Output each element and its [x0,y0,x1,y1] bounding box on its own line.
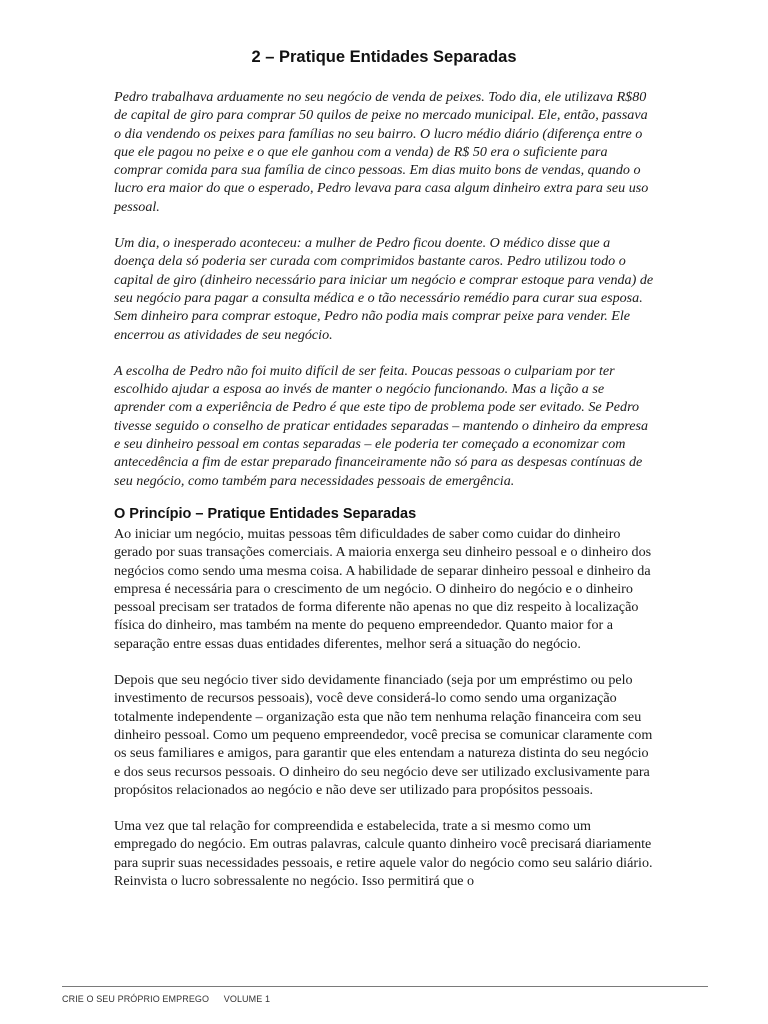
principle-section [114,525,654,890]
principle-paragraph-3: Uma vez que tal relação for compreendida e estabelecida, trate a si mesmo como um empregado do negócio. Em outras palavras, calcule quanto dinheiro você precisará diariamente para suprir suas necessidades pessoais, e retire aquele valor do negócio como seu salário diário. Reinvista o lucro sobressalente no negócio. Isso permitirá que o [114,818,653,889]
section-heading: O Princípio – Pratique Entidades Separadas [114,505,417,522]
footer-divider [62,986,708,987]
footer-book-title: CRIE O SEU PRÓPRIO EMPREGO [62,994,210,1004]
principle-paragraph-1: Ao iniciar um negócio, muitas pessoas têm dificuldades de saber como cuidar do dinheiro gerado por suas transações comerciais. A maioria enxerga seu dinheiro pessoal e o dinheiro dos negócios como sendo uma mesma coisa. A habilidade de separar dinheiro pessoal e dinheiro da empresa é necessária para o crescimento de um negócio. O dinheiro do negócio e o dinheiro pessoal precisam ser tratados de forma diferente não apenas no que diz respeito à localização física do dinheiro, mas também na mente do pequeno empreendedor. Quanto maior for a separação entre essas duas entidades diferentes, melhor será a situação do negócio. [114,525,652,652]
story-section [114,88,654,490]
footer-volume: VOLUME 1 [223,994,271,1004]
page-body [114,88,654,890]
principle-paragraph-2: Depois que seu negócio tiver sido devidamente financiado (seja por um empréstimo ou pelo investimento de recursos pessoais), você deve considerá-lo como sendo uma organização totalmente independente – organização esta que não tem nenhuma relação financeira com seu dinheiro pessoal. Como um pequeno empreendedor, você precisa se comunicar claramente com os seus familiares e amigos, para garantir que eles entendam a natureza distinta do seu negócio e dos seus recursos pessoais. O dinheiro do seu negócio deve ser utilizado exclusivamente para propósitos relacionados ao negócio e não deve ser utilizado para propósitos pessoais. [114,672,653,798]
page-title: 2 – Pratique Entidades Separadas [251,48,517,66]
story-paragraph-2: Um dia, o inesperado aconteceu: a mulher de Pedro ficou doente. O médico disse que a doença dela só poderia ser curada com comprimidos bastante caros. Pedro utilizou todo o capital de giro (dinheiro necessário para iniciar um negócio e comprar estoque para venda) de seu negócio para pagar a consulta médica e o tão necessário remédio para curar sua esposa. Sem dinheiro para comprar estoque, Pedro não podia mais comprar peixe para vender. Ele encerrou as atividades de seu negócio. [114,235,654,343]
story-paragraph-1: Pedro trabalhava arduamente no seu negócio de venda de peixes. Todo dia, ele utilizava R$80 de capital de giro para comprar 50 quilos de peixe no mercado municipal. Ele, então, passava o dia vendendo os peixes para famílias no seu bairro. O lucro médio diário (diferença entre o que ele pagou no peixe e o que ele ganhou com a venda) de R$ 50 era o suficiente para comprar comida para sua família de cinco pessoas. Em dias muito bons de vendas, quando o lucro era maior do que o esperado, Pedro levava para casa algum dinheiro extra para seu uso pessoal. [114,89,649,215]
page-footer [62,994,270,1004]
story-paragraph-3: A escolha de Pedro não foi muito difícil de ser feita. Poucas pessoas o culpariam por ter escolhido ajudar a esposa ao invés de manter o negócio funcionando. Mas a lição a se aprender com a experiência de Pedro é que este tipo de problema pode ser evitado. Se Pedro tivesse seguido o conselho de praticar entidades separadas – mantendo o dinheiro da empresa e seu dinheiro pessoal em contas separadas – ele poderia ter começado a economizar com antecedência a fim de estar preparado financeiramente não só para as despesas contínuas de seu negócio, como também para necessidades pessoais de emergência. [114,362,649,489]
